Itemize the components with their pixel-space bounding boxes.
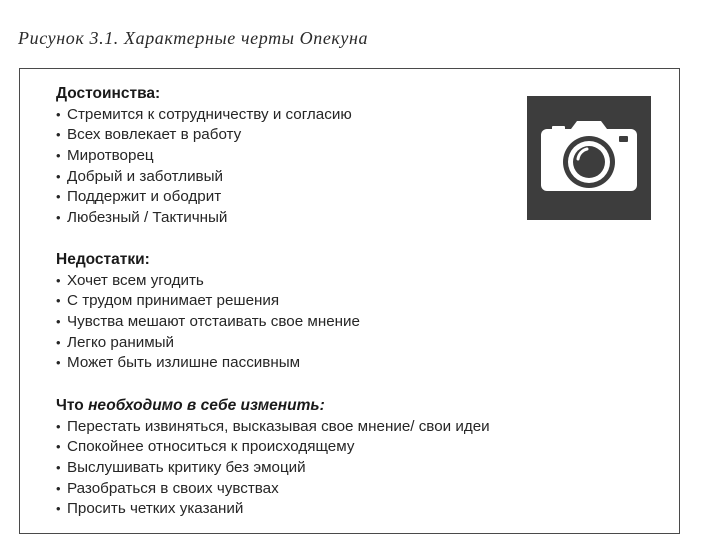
- bullet-icon: •: [56, 334, 61, 350]
- list-item: [56, 167, 352, 188]
- disadvantages-heading: Недостатки:: [56, 251, 150, 268]
- list-item-text: Хочет всем угодить: [67, 271, 204, 289]
- bullet-icon: •: [56, 501, 61, 517]
- list-item: [56, 437, 490, 458]
- bullet-icon: •: [56, 127, 61, 143]
- camera-icon: [527, 96, 651, 220]
- list-item-text: Поддержит и ободрит: [67, 188, 222, 206]
- bullet-icon: •: [56, 189, 61, 205]
- list-item: [56, 353, 360, 374]
- list-item: [56, 312, 360, 333]
- list-item-text: Спокойнее относиться к происходящему: [67, 438, 355, 456]
- figure-title: Характерные черты Опекуна: [124, 28, 369, 48]
- list-item: [56, 146, 352, 167]
- disadvantages-list: [56, 271, 360, 375]
- figure-number: Рисунок 3.1.: [18, 28, 119, 48]
- bullet-icon: •: [56, 460, 61, 475]
- camera-illustration: [527, 96, 651, 220]
- list-item-text: Легко ранимый: [67, 333, 175, 351]
- list-item-text: Всех вовлекает в работу: [67, 126, 242, 144]
- bullet-icon: •: [56, 106, 61, 122]
- bullet-icon: •: [56, 480, 61, 496]
- bullet-icon: •: [56, 439, 61, 455]
- list-item: [56, 208, 352, 229]
- to-change-section: [56, 396, 490, 520]
- list-item-text: Стремится к сотрудничеству и согласию: [67, 105, 352, 123]
- bullet-icon: •: [56, 293, 61, 309]
- disadvantages-section: [56, 250, 360, 374]
- bullet-icon: •: [56, 210, 61, 226]
- advantages-heading: Достоинства:: [56, 85, 161, 102]
- to-change-heading: [56, 396, 490, 417]
- list-item: [56, 291, 360, 312]
- to-change-heading-start: Что: [56, 397, 89, 414]
- list-item: [56, 458, 490, 479]
- bullet-icon: •: [56, 168, 61, 184]
- list-item-text: Перестать извиняться, высказывая свое мнение/ свои идеи: [67, 417, 490, 435]
- list-item-text: Может быть излишне пассивным: [67, 354, 301, 372]
- list-item: [56, 333, 360, 354]
- list-item: [56, 125, 352, 146]
- list-item-text: Миротворец: [67, 147, 154, 164]
- list-item-text: Разобраться в своих чувствах: [67, 479, 279, 497]
- list-item-text: С трудом принимает решения: [67, 292, 280, 310]
- bullet-icon: •: [56, 148, 61, 163]
- list-item: [56, 479, 490, 500]
- list-item-text: Выслушивать критику без эмоций: [67, 459, 306, 476]
- to-change-list: [56, 417, 490, 521]
- bullet-icon: •: [56, 314, 61, 329]
- list-item: [56, 499, 490, 520]
- advantages-section: [56, 84, 352, 229]
- figure-caption: [18, 28, 368, 49]
- to-change-heading-emphasis: необходимо в себе изменить:: [88, 397, 325, 414]
- list-item: [56, 187, 352, 208]
- list-item-text: Любезный / Тактичный: [67, 209, 228, 227]
- list-item: [56, 105, 352, 126]
- list-item-text: Добрый и заботливый: [67, 167, 224, 185]
- list-item-text: Просить четких указаний: [67, 500, 244, 518]
- bullet-icon: •: [56, 418, 61, 434]
- bullet-icon: •: [56, 272, 61, 288]
- list-item: [56, 271, 360, 292]
- list-item: [56, 417, 490, 438]
- advantages-list: [56, 105, 352, 229]
- bullet-icon: •: [56, 355, 61, 371]
- list-item-text: Чувства мешают отстаивать свое мнение: [67, 313, 360, 330]
